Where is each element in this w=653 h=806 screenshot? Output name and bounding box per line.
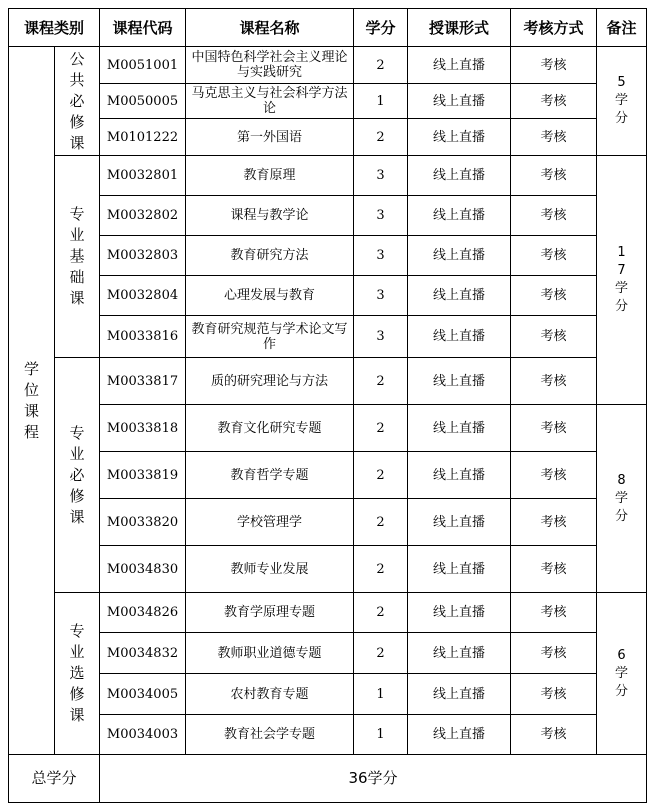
table-row <box>9 546 647 593</box>
table-row <box>9 316 647 358</box>
header-name: 课程名称 <box>186 9 354 47</box>
course-assessment: 考核 <box>511 674 597 715</box>
table-row <box>9 674 647 715</box>
table-row <box>9 358 647 405</box>
course-assessment: 考核 <box>511 84 597 119</box>
table-row <box>9 156 647 196</box>
course-assessment: 考核 <box>511 156 597 196</box>
course-format: 线上直播 <box>408 452 511 499</box>
header-row <box>9 9 647 47</box>
course-format: 线上直播 <box>408 499 511 546</box>
course-name: 农村教育专题 <box>186 674 354 715</box>
course-format: 线上直播 <box>408 276 511 316</box>
course-credit: 3 <box>354 316 408 358</box>
course-code: M0033816 <box>100 316 186 358</box>
required-course-label: 专业必修课 <box>69 423 85 526</box>
course-credit: 2 <box>354 452 408 499</box>
course-credit: 2 <box>354 546 408 593</box>
course-assessment: 考核 <box>511 196 597 236</box>
course-code: M0051001 <box>100 47 186 84</box>
public-note: 5学分 <box>615 75 629 126</box>
course-table <box>8 8 647 803</box>
table-row <box>9 452 647 499</box>
degree-course-label: 学位课程 <box>23 359 39 441</box>
course-name: 课程与教学论 <box>186 196 354 236</box>
course-credit: 2 <box>354 405 408 452</box>
course-format: 线上直播 <box>408 358 511 405</box>
course-code: M0032803 <box>100 236 186 276</box>
table-row <box>9 84 647 119</box>
course-code: M0034832 <box>100 633 186 674</box>
course-format: 线上直播 <box>408 156 511 196</box>
course-assessment: 考核 <box>511 715 597 755</box>
course-credit: 3 <box>354 236 408 276</box>
course-code: M0032801 <box>100 156 186 196</box>
table-row <box>9 276 647 316</box>
course-format: 线上直播 <box>408 196 511 236</box>
course-name: 教育原理 <box>186 156 354 196</box>
course-code: M0034005 <box>100 674 186 715</box>
table-row <box>9 119 647 156</box>
required-note: 8学分 <box>615 472 629 524</box>
course-code: M0050005 <box>100 84 186 119</box>
course-name: 教师职业道德专题 <box>186 633 354 674</box>
course-credit: 1 <box>354 715 408 755</box>
course-format: 线上直播 <box>408 715 511 755</box>
course-credit: 2 <box>354 633 408 674</box>
course-format: 线上直播 <box>408 119 511 156</box>
table-row <box>9 236 647 276</box>
course-format: 线上直播 <box>408 546 511 593</box>
table-row <box>9 47 647 84</box>
course-credit: 3 <box>354 196 408 236</box>
course-format: 线上直播 <box>408 593 511 633</box>
public-note-cell <box>597 47 647 156</box>
header-format: 授课形式 <box>408 9 511 47</box>
course-credit: 3 <box>354 156 408 196</box>
course-assessment: 考核 <box>511 276 597 316</box>
basic-course-label: 专业基础课 <box>69 205 85 307</box>
course-name: 马克思主义与社会科学方法论 <box>186 84 354 119</box>
course-credit: 2 <box>354 47 408 84</box>
course-code: M0034830 <box>100 546 186 593</box>
course-name: 教育研究方法 <box>186 236 354 276</box>
course-code: M0034826 <box>100 593 186 633</box>
course-name: 心理发展与教育 <box>186 276 354 316</box>
course-name: 教育文化研究专题 <box>186 405 354 452</box>
course-assessment: 考核 <box>511 633 597 674</box>
course-name: 教育研究规范与学术论文写作 <box>186 316 354 358</box>
course-assessment: 考核 <box>511 405 597 452</box>
course-assessment: 考核 <box>511 499 597 546</box>
course-assessment: 考核 <box>511 546 597 593</box>
course-assessment: 考核 <box>511 316 597 358</box>
basic-note-cell <box>597 156 647 405</box>
course-credit: 1 <box>354 674 408 715</box>
table-row <box>9 593 647 633</box>
course-credit: 1 <box>354 84 408 119</box>
course-format: 线上直播 <box>408 316 511 358</box>
total-value: 36学分 <box>100 755 647 803</box>
course-code: M0033818 <box>100 405 186 452</box>
course-assessment: 考核 <box>511 452 597 499</box>
header-category: 课程类别 <box>9 9 100 47</box>
course-format: 线上直播 <box>408 236 511 276</box>
basic-note: 17学分 <box>615 245 629 314</box>
course-code: M0034003 <box>100 715 186 755</box>
course-name: 质的研究理论与方法 <box>186 358 354 405</box>
elective-note: 6学分 <box>615 647 629 699</box>
header-code: 课程代码 <box>100 9 186 47</box>
course-code: M0032804 <box>100 276 186 316</box>
total-row <box>9 755 647 803</box>
course-name: 第一外国语 <box>186 119 354 156</box>
table-row <box>9 715 647 755</box>
course-assessment: 考核 <box>511 47 597 84</box>
course-code: M0033819 <box>100 452 186 499</box>
table-row <box>9 405 647 452</box>
table-row <box>9 633 647 674</box>
basic-course-cell <box>55 156 100 358</box>
course-name: 教育学原理专题 <box>186 593 354 633</box>
course-format: 线上直播 <box>408 674 511 715</box>
course-assessment: 考核 <box>511 236 597 276</box>
elective-course-cell <box>55 593 100 755</box>
course-name: 教育哲学专题 <box>186 452 354 499</box>
course-credit: 3 <box>354 276 408 316</box>
public-required-label: 公共必修课 <box>69 49 85 152</box>
course-code: M0033817 <box>100 358 186 405</box>
elective-course-label: 专业选修课 <box>69 622 85 724</box>
degree-course-cell <box>9 47 55 755</box>
header-assessment: 考核方式 <box>511 9 597 47</box>
course-format: 线上直播 <box>408 405 511 452</box>
course-name: 学校管理学 <box>186 499 354 546</box>
table-row <box>9 196 647 236</box>
course-credit: 2 <box>354 119 408 156</box>
required-note-cell <box>597 405 647 593</box>
course-format: 线上直播 <box>408 633 511 674</box>
course-assessment: 考核 <box>511 119 597 156</box>
course-assessment: 考核 <box>511 358 597 405</box>
course-credit: 2 <box>354 499 408 546</box>
course-assessment: 考核 <box>511 593 597 633</box>
course-format: 线上直播 <box>408 84 511 119</box>
course-code: M0101222 <box>100 119 186 156</box>
course-format: 线上直播 <box>408 47 511 84</box>
course-credit: 2 <box>354 358 408 405</box>
course-name: 教育社会学专题 <box>186 715 354 755</box>
elective-note-cell <box>597 593 647 755</box>
header-note: 备注 <box>597 9 647 47</box>
total-label: 总学分 <box>9 755 100 803</box>
course-name: 中国特色科学社会主义理论与实践研究 <box>186 47 354 84</box>
course-code: M0033820 <box>100 499 186 546</box>
course-name: 教师专业发展 <box>186 546 354 593</box>
public-required-cell <box>55 47 100 156</box>
required-course-cell <box>55 358 100 593</box>
course-credit: 2 <box>354 593 408 633</box>
header-credit: 学分 <box>354 9 408 47</box>
table-row <box>9 499 647 546</box>
course-code: M0032802 <box>100 196 186 236</box>
